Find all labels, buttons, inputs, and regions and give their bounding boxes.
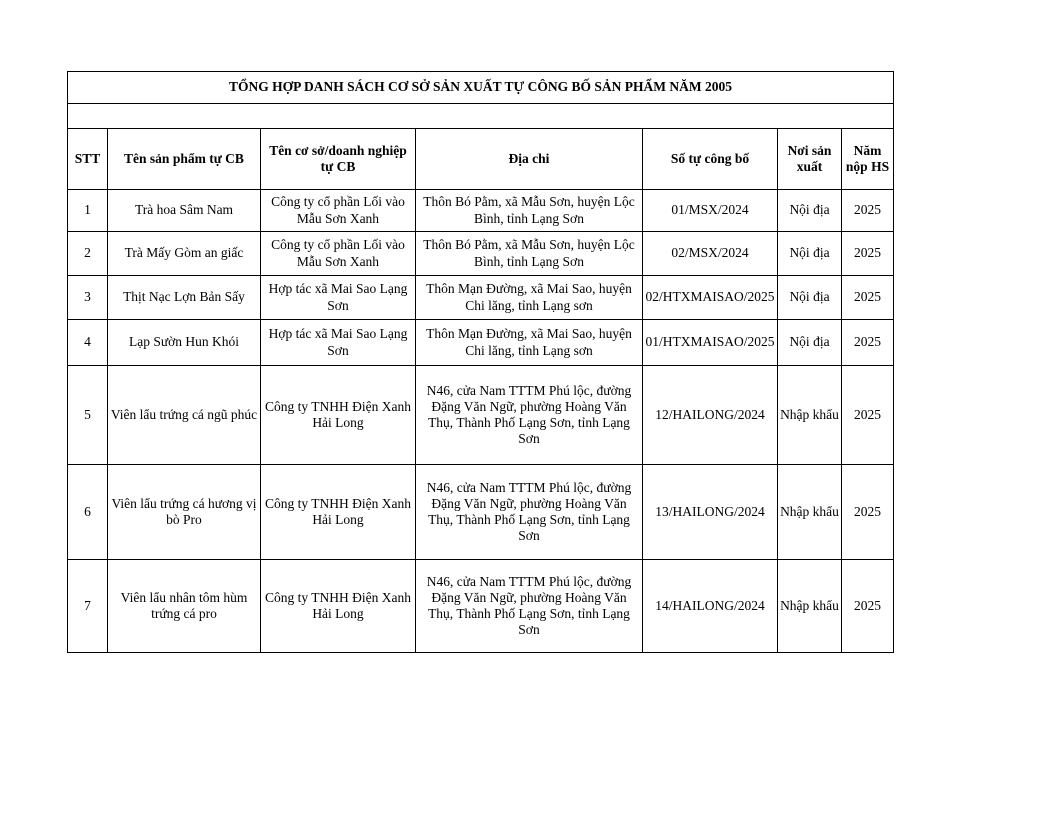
cell-origin: Nội địa bbox=[778, 190, 842, 232]
cell-product: Trà Mấy Gòm an giấc bbox=[108, 232, 261, 276]
table-row bbox=[68, 276, 894, 320]
column-header-company: Tên cơ sở/doanh nghiệp tự CB bbox=[261, 129, 416, 190]
cell-origin: Nội địa bbox=[778, 276, 842, 320]
cell-address: N46, cửa Nam TTTM Phú lộc, đường Đặng Văn Ngữ, phường Hoàng Văn Thụ, Thành Phố Lạng Sơn, tỉnh Lạng Sơn bbox=[416, 465, 643, 560]
cell-stt: 4 bbox=[68, 320, 108, 366]
header-row bbox=[68, 129, 894, 190]
cell-year: 2025 bbox=[842, 366, 894, 465]
cell-declaration-number: 02/HTXMAISAO/2025 bbox=[643, 276, 778, 320]
column-header-address: Địa chi bbox=[416, 129, 643, 190]
cell-stt: 5 bbox=[68, 366, 108, 465]
cell-address: Thôn Bó Pằm, xã Mẫu Sơn, huyện Lộc Bình, tỉnh Lạng Sơn bbox=[416, 190, 643, 232]
column-header-stt: STT bbox=[68, 129, 108, 190]
spacer-row bbox=[68, 104, 894, 129]
column-header-product: Tên sản phẩm tự CB bbox=[108, 129, 261, 190]
cell-address: N46, cửa Nam TTTM Phú lộc, đường Đặng Văn Ngữ, phường Hoàng Văn Thụ, Thành Phố Lạng Sơn, tỉnh Lạng Sơn bbox=[416, 366, 643, 465]
cell-declaration-number: 01/MSX/2024 bbox=[643, 190, 778, 232]
column-header-origin: Nơi sản xuất bbox=[778, 129, 842, 190]
cell-product: Viên lẩu nhân tôm hùm trứng cá pro bbox=[108, 560, 261, 653]
cell-company: Công ty TNHH Điện Xanh Hải Long bbox=[261, 366, 416, 465]
cell-company: Hợp tác xã Mai Sao Lạng Sơn bbox=[261, 320, 416, 366]
cell-address: Thôn Mạn Đường, xã Mai Sao, huyện Chi lăng, tỉnh Lạng sơn bbox=[416, 320, 643, 366]
cell-company: Công ty cổ phần Lối vào Mẫu Sơn Xanh bbox=[261, 190, 416, 232]
cell-stt: 1 bbox=[68, 190, 108, 232]
cell-year: 2025 bbox=[842, 320, 894, 366]
cell-address: Thôn Mạn Đường, xã Mai Sao, huyện Chi lăng, tỉnh Lạng sơn bbox=[416, 276, 643, 320]
cell-product: Viên lẩu trứng cá hương vị bò Pro bbox=[108, 465, 261, 560]
cell-declaration-number: 14/HAILONG/2024 bbox=[643, 560, 778, 653]
cell-address: Thôn Bó Pằm, xã Mẫu Sơn, huyện Lộc Bình, tỉnh Lạng Sơn bbox=[416, 232, 643, 276]
cell-company: Hợp tác xã Mai Sao Lạng Sơn bbox=[261, 276, 416, 320]
cell-origin: Nhập khẩu bbox=[778, 560, 842, 653]
cell-product: Trà hoa Sâm Nam bbox=[108, 190, 261, 232]
table-title: TỔNG HỢP DANH SÁCH CƠ SỞ SẢN XUẤT TỰ CÔNG BỐ SẢN PHẨM NĂM 2005 bbox=[68, 72, 894, 104]
column-header-declaration-number: Số tự công bố bbox=[643, 129, 778, 190]
table-row bbox=[68, 190, 894, 232]
cell-stt: 2 bbox=[68, 232, 108, 276]
cell-origin: Nhập khẩu bbox=[778, 366, 842, 465]
table-row bbox=[68, 366, 894, 465]
table-row bbox=[68, 560, 894, 653]
column-header-year: Năm nộp HS bbox=[842, 129, 894, 190]
cell-declaration-number: 01/HTXMAISAO/2025 bbox=[643, 320, 778, 366]
cell-product: Lạp Sườn Hun Khói bbox=[108, 320, 261, 366]
cell-stt: 7 bbox=[68, 560, 108, 653]
table-row bbox=[68, 232, 894, 276]
cell-company: Công ty TNHH Điện Xanh Hải Long bbox=[261, 560, 416, 653]
table-row bbox=[68, 465, 894, 560]
cell-stt: 6 bbox=[68, 465, 108, 560]
cell-year: 2025 bbox=[842, 190, 894, 232]
cell-product: Thịt Nạc Lợn Bản Sấy bbox=[108, 276, 261, 320]
cell-product: Viên lẩu trứng cá ngũ phúc bbox=[108, 366, 261, 465]
cell-declaration-number: 13/HAILONG/2024 bbox=[643, 465, 778, 560]
cell-origin: Nội địa bbox=[778, 320, 842, 366]
cell-year: 2025 bbox=[842, 465, 894, 560]
cell-address: N46, cửa Nam TTTM Phú lộc, đường Đặng Văn Ngữ, phường Hoàng Văn Thụ, Thành Phố Lạng Sơn, tỉnh Lạng Sơn bbox=[416, 560, 643, 653]
cell-year: 2025 bbox=[842, 276, 894, 320]
cell-declaration-number: 02/MSX/2024 bbox=[643, 232, 778, 276]
cell-year: 2025 bbox=[842, 560, 894, 653]
cell-company: Công ty cổ phần Lối vào Mẫu Sơn Xanh bbox=[261, 232, 416, 276]
declaration-table bbox=[67, 71, 894, 653]
cell-year: 2025 bbox=[842, 232, 894, 276]
cell-origin: Nội địa bbox=[778, 232, 842, 276]
spacer-cell bbox=[68, 104, 894, 129]
cell-stt: 3 bbox=[68, 276, 108, 320]
table-row bbox=[68, 320, 894, 366]
cell-origin: Nhập khẩu bbox=[778, 465, 842, 560]
title-row bbox=[68, 72, 894, 104]
cell-declaration-number: 12/HAILONG/2024 bbox=[643, 366, 778, 465]
cell-company: Công ty TNHH Điện Xanh Hải Long bbox=[261, 465, 416, 560]
